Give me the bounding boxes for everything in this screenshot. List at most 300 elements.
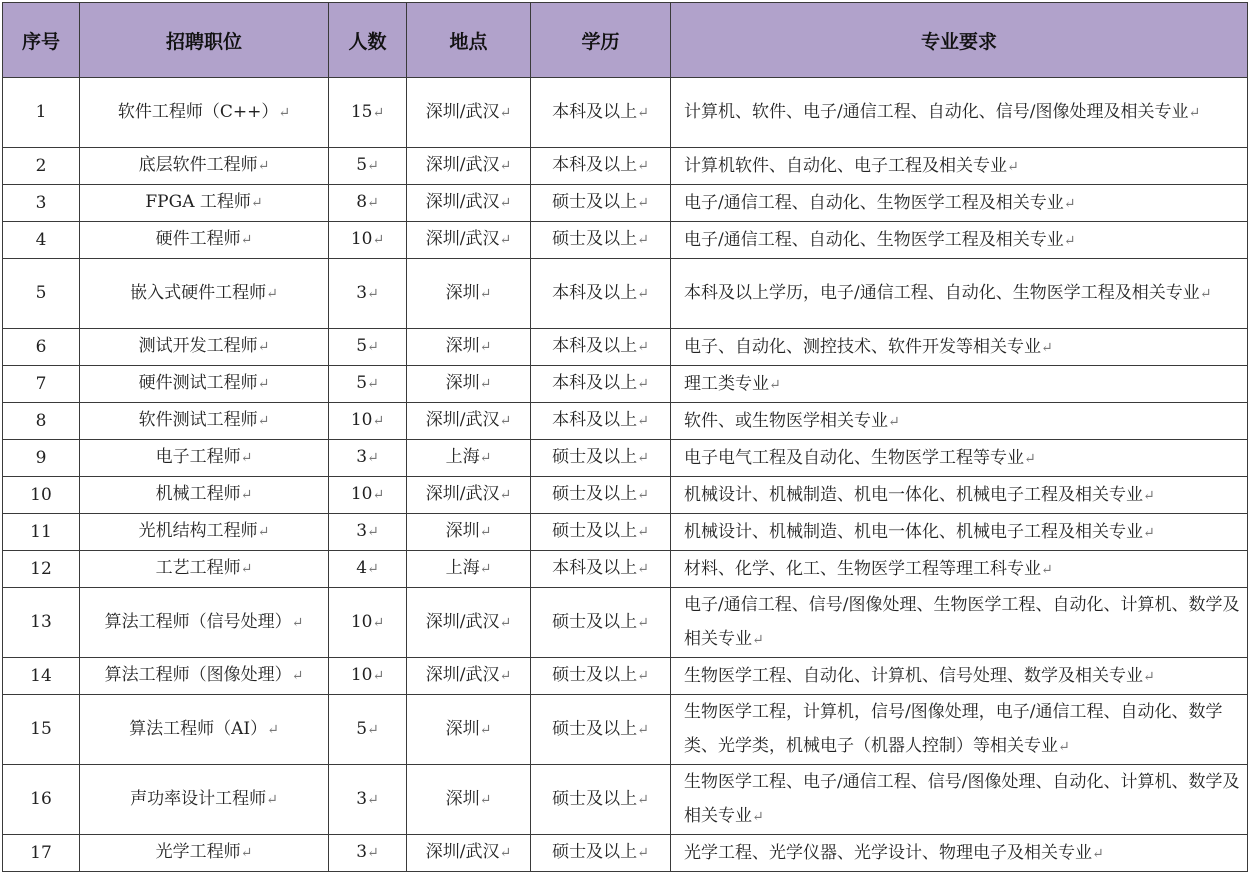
cell-education: [531, 185, 671, 222]
paragraph-mark-icon: ↵: [888, 413, 900, 430]
cell-major-text: 软件、或生物医学相关专业: [684, 410, 888, 431]
cell-major-text: 生物医学工程、自动化、计算机、信号处理、数学及相关专业: [684, 665, 1143, 686]
cell-location: [407, 222, 531, 259]
cell-position: [80, 329, 329, 366]
cell-count: [329, 765, 407, 835]
cell-no-text: 9: [35, 447, 47, 468]
cell-education: [531, 222, 671, 259]
paragraph-mark-icon: ↵: [1063, 195, 1076, 212]
cell-major: [671, 588, 1248, 658]
cell-no-text: 16: [30, 789, 52, 809]
paragraph-mark-icon: ↵: [479, 376, 492, 392]
cell-count: [329, 148, 407, 185]
recruitment-table: [2, 2, 1248, 872]
cell-major: [671, 835, 1248, 872]
paragraph-mark-icon: ↵: [499, 668, 512, 684]
cell-major: [671, 185, 1248, 222]
paragraph-mark-icon: ↵: [257, 158, 270, 174]
cell-education: [531, 835, 671, 872]
cell-count-text: 5: [356, 718, 368, 739]
cell-position: [80, 185, 329, 222]
paragraph-mark-icon: ↵: [266, 791, 278, 808]
cell-position: [80, 403, 329, 440]
cell-count-text: 3: [356, 447, 368, 467]
paragraph-mark-icon: ↵: [637, 561, 649, 577]
cell-major: [671, 551, 1248, 588]
cell-position-text: 嵌入式硬件工程师: [130, 282, 267, 303]
cell-position: [80, 222, 329, 259]
cell-major-text: 电子/通信工程、自动化、生物医学工程及相关专业: [684, 192, 1064, 213]
cell-education: [531, 148, 671, 185]
cell-major-text: 机械设计、机械制造、机电一体化、机械电子工程及相关专业: [684, 521, 1143, 542]
cell-count-text: 10: [350, 665, 373, 685]
header-major: 专业要求: [671, 3, 1248, 78]
cell-position: [80, 835, 329, 872]
cell-location-text: 深圳: [445, 336, 480, 356]
cell-position-text: 光学工程师: [155, 842, 241, 862]
cell-education-text: 硕士及以上: [552, 718, 638, 739]
table-row: [3, 148, 1248, 185]
header-education: 学历: [531, 3, 671, 78]
cell-position: [80, 695, 329, 765]
cell-education-text: 本科及以上: [552, 410, 638, 430]
cell-education-text: 本科及以上: [552, 336, 638, 356]
cell-count-text: 5: [356, 336, 368, 356]
cell-count: [329, 551, 407, 588]
paragraph-mark-icon: ↵: [479, 791, 492, 808]
cell-location-text: 深圳/武汉: [425, 410, 500, 430]
paragraph-mark-icon: ↵: [257, 413, 270, 429]
paragraph-mark-icon: ↵: [257, 524, 270, 540]
paragraph-mark-icon: ↵: [752, 632, 764, 648]
cell-education-text: 硕士及以上: [552, 665, 638, 685]
paragraph-mark-icon: ↵: [1143, 487, 1155, 504]
table-row: [3, 329, 1248, 366]
cell-no-text: 11: [30, 521, 52, 542]
cell-count: [329, 588, 407, 658]
paragraph-mark-icon: ↵: [637, 450, 649, 466]
cell-position-text: 底层软件工程师: [138, 155, 258, 175]
cell-count: [329, 403, 407, 440]
paragraph-mark-icon: ↵: [372, 487, 385, 503]
cell-position-text: 算法工程师（信号处理）: [104, 611, 292, 632]
cell-education: [531, 440, 671, 477]
cell-major: [671, 148, 1248, 185]
cell-no: [3, 765, 80, 835]
cell-position-text: 测试开发工程师: [138, 336, 258, 356]
paragraph-mark-icon: ↵: [257, 376, 270, 392]
cell-no: [3, 259, 80, 329]
cell-location: [407, 403, 531, 440]
cell-major: [671, 366, 1248, 403]
cell-no-text: 4: [35, 229, 47, 250]
cell-position-text: 软件测试工程师: [138, 410, 258, 430]
paragraph-mark-icon: ↵: [499, 413, 512, 429]
table-row: [3, 514, 1248, 551]
cell-major: [671, 403, 1248, 440]
cell-location: [407, 658, 531, 695]
paragraph-mark-icon: ↵: [637, 195, 649, 211]
paragraph-mark-icon: ↵: [637, 845, 649, 861]
cell-major-text: 电子电气工程及自动化、生物医学工程等专业: [684, 447, 1024, 468]
table-body: [3, 78, 1248, 872]
cell-count-text: 15: [350, 101, 373, 122]
cell-no-text: 1: [35, 102, 47, 122]
cell-no-text: 3: [35, 192, 47, 213]
cell-no-text: 10: [30, 484, 52, 505]
cell-major: [671, 658, 1248, 695]
cell-no: [3, 148, 80, 185]
cell-no: [3, 78, 80, 148]
cell-location: [407, 551, 531, 588]
paragraph-mark-icon: ↵: [1058, 739, 1070, 755]
paragraph-mark-icon: ↵: [637, 339, 649, 355]
cell-count-text: 10: [350, 229, 373, 249]
cell-count: [329, 658, 407, 695]
cell-location-text: 深圳/武汉: [425, 665, 500, 685]
cell-location-text: 深圳/武汉: [425, 842, 500, 862]
table-row: [3, 185, 1248, 222]
cell-count-text: 10: [350, 484, 373, 504]
paragraph-mark-icon: ↵: [637, 285, 649, 302]
cell-location-text: 深圳/武汉: [425, 192, 500, 212]
paragraph-mark-icon: ↵: [372, 232, 385, 248]
cell-major-text: 电子/通信工程、自动化、生物医学工程及相关专业: [684, 229, 1064, 250]
cell-location-text: 深圳: [445, 788, 480, 809]
cell-major: [671, 695, 1248, 765]
cell-position-text: 算法工程师（AI）: [129, 718, 268, 739]
cell-major: [671, 259, 1248, 329]
paragraph-mark-icon: ↵: [372, 104, 385, 121]
cell-no-text: 2: [35, 155, 47, 176]
cell-count-text: 3: [356, 521, 368, 541]
paragraph-mark-icon: ↵: [372, 413, 385, 429]
cell-position-text: 电子工程师: [155, 447, 241, 467]
cell-education-text: 本科及以上: [552, 155, 638, 175]
paragraph-mark-icon: ↵: [266, 285, 278, 302]
paragraph-mark-icon: ↵: [367, 285, 379, 302]
cell-education: [531, 403, 671, 440]
cell-no-text: 12: [30, 558, 52, 579]
header-no: 序号: [3, 3, 80, 78]
paragraph-mark-icon: ↵: [769, 376, 781, 393]
cell-major: [671, 440, 1248, 477]
paragraph-mark-icon: ↵: [499, 845, 512, 861]
cell-no: [3, 185, 80, 222]
cell-education: [531, 588, 671, 658]
cell-no-text: 8: [35, 410, 47, 431]
cell-education-text: 硕士及以上: [552, 788, 638, 809]
header-position: 招聘职位: [80, 3, 329, 78]
cell-position-text: 光机结构工程师: [138, 521, 258, 541]
cell-no: [3, 695, 80, 765]
paragraph-mark-icon: ↵: [637, 524, 649, 540]
table-row: [3, 222, 1248, 259]
cell-position: [80, 366, 329, 403]
cell-count: [329, 835, 407, 872]
cell-position: [80, 765, 329, 835]
cell-count-text: 5: [356, 373, 368, 393]
cell-position-text: 声功率设计工程师: [130, 788, 267, 809]
paragraph-mark-icon: ↵: [637, 232, 649, 248]
paragraph-mark-icon: ↵: [1143, 668, 1155, 685]
paragraph-mark-icon: ↵: [499, 195, 512, 211]
cell-education-text: 硕士及以上: [552, 229, 638, 249]
paragraph-mark-icon: ↵: [637, 158, 649, 174]
cell-count-text: 10: [350, 611, 373, 632]
cell-count-text: 5: [356, 155, 368, 175]
paragraph-mark-icon: ↵: [637, 376, 649, 392]
paragraph-mark-icon: ↵: [367, 791, 379, 808]
paragraph-mark-icon: ↵: [367, 339, 379, 355]
paragraph-mark-icon: ↵: [240, 487, 253, 503]
cell-major-text: 机械设计、机械制造、机电一体化、机械电子工程及相关专业: [684, 484, 1143, 505]
cell-education: [531, 329, 671, 366]
paragraph-mark-icon: ↵: [637, 721, 649, 738]
cell-no: [3, 514, 80, 551]
cell-count-text: 3: [356, 282, 368, 303]
paragraph-mark-icon: ↵: [240, 561, 253, 577]
cell-no-text: 6: [35, 336, 47, 357]
paragraph-mark-icon: ↵: [499, 487, 512, 503]
table-row: [3, 78, 1248, 148]
cell-no-text: 15: [30, 719, 52, 739]
paragraph-mark-icon: ↵: [367, 376, 379, 392]
cell-location-text: 深圳: [445, 718, 480, 739]
cell-education-text: 本科及以上: [552, 101, 638, 122]
cell-location: [407, 588, 531, 658]
table-row: [3, 695, 1248, 765]
cell-no-text: 13: [30, 612, 52, 632]
paragraph-mark-icon: ↵: [1041, 561, 1053, 578]
paragraph-mark-icon: ↵: [499, 232, 512, 248]
paragraph-mark-icon: ↵: [367, 721, 379, 738]
cell-major: [671, 514, 1248, 551]
cell-no: [3, 658, 80, 695]
header-count: 人数: [329, 3, 407, 78]
cell-major-text: 计算机软件、自动化、电子工程及相关专业: [684, 155, 1007, 176]
paragraph-mark-icon: ↵: [499, 104, 512, 121]
cell-no-text: 14: [30, 665, 52, 686]
cell-no-text: 7: [35, 373, 47, 394]
table-row: [3, 259, 1248, 329]
cell-major-text: 材料、化学、化工、生物医学工程等理工科专业: [684, 558, 1041, 579]
paragraph-mark-icon: ↵: [257, 339, 270, 355]
paragraph-mark-icon: ↵: [1092, 845, 1104, 862]
table-row: [3, 588, 1248, 658]
paragraph-mark-icon: ↵: [479, 561, 492, 577]
cell-no: [3, 835, 80, 872]
cell-education: [531, 551, 671, 588]
cell-education: [531, 78, 671, 148]
cell-count-text: 4: [356, 558, 368, 578]
paragraph-mark-icon: ↵: [367, 561, 379, 577]
table-header-row: [3, 3, 1248, 78]
cell-count: [329, 514, 407, 551]
cell-count: [329, 366, 407, 403]
paragraph-mark-icon: ↵: [637, 791, 649, 808]
paragraph-mark-icon: ↵: [367, 524, 379, 540]
paragraph-mark-icon: ↵: [250, 195, 263, 211]
cell-position: [80, 551, 329, 588]
cell-location-text: 深圳/武汉: [425, 101, 500, 122]
paragraph-mark-icon: ↵: [291, 668, 304, 684]
cell-major: [671, 329, 1248, 366]
cell-education: [531, 695, 671, 765]
cell-count-text: 3: [356, 788, 368, 809]
cell-location: [407, 514, 531, 551]
paragraph-mark-icon: ↵: [267, 721, 279, 738]
cell-education: [531, 514, 671, 551]
cell-count: [329, 695, 407, 765]
cell-no-text: 17: [30, 842, 52, 863]
cell-location: [407, 259, 531, 329]
table-row: [3, 440, 1248, 477]
cell-major-text: 电子、自动化、测控技术、软件开发等相关专业: [684, 336, 1041, 357]
paragraph-mark-icon: ↵: [479, 721, 492, 738]
cell-location: [407, 765, 531, 835]
cell-major: [671, 222, 1248, 259]
cell-position-text: 机械工程师: [155, 484, 241, 504]
cell-major-text: 生物医学工程，计算机，信号/图像处理，电子/通信工程、自动化、数学类、光学类，机械电子（机器人控制）等相关专业: [684, 702, 1223, 756]
paragraph-mark-icon: ↵: [240, 845, 253, 861]
cell-position: [80, 658, 329, 695]
cell-education: [531, 259, 671, 329]
cell-position-text: 硬件测试工程师: [138, 373, 258, 393]
cell-location-text: 深圳: [445, 282, 480, 303]
cell-no: [3, 551, 80, 588]
paragraph-mark-icon: ↵: [291, 614, 304, 631]
paragraph-mark-icon: ↵: [1143, 524, 1155, 541]
table-row: [3, 403, 1248, 440]
cell-position-text: 硬件工程师: [155, 229, 241, 249]
cell-position: [80, 440, 329, 477]
cell-position-text: 算法工程师（图像处理）: [104, 665, 292, 685]
cell-count: [329, 78, 407, 148]
cell-education-text: 本科及以上: [552, 282, 638, 303]
paragraph-mark-icon: ↵: [1007, 158, 1019, 175]
cell-education-text: 硕士及以上: [552, 842, 638, 862]
cell-no: [3, 366, 80, 403]
paragraph-mark-icon: ↵: [637, 104, 649, 121]
cell-position: [80, 514, 329, 551]
cell-location: [407, 366, 531, 403]
cell-location-text: 深圳/武汉: [425, 229, 500, 249]
cell-location: [407, 148, 531, 185]
cell-position-text: 工艺工程师: [155, 558, 241, 578]
cell-count: [329, 477, 407, 514]
cell-education-text: 硕士及以上: [552, 521, 638, 541]
paragraph-mark-icon: ↵: [240, 450, 253, 466]
cell-count: [329, 329, 407, 366]
paragraph-mark-icon: ↵: [479, 339, 492, 355]
cell-major-text: 理工类专业: [684, 373, 769, 394]
cell-location-text: 深圳: [445, 521, 480, 541]
cell-location-text: 深圳/武汉: [425, 611, 500, 632]
cell-position-text: 软件工程师（C++）: [117, 101, 279, 122]
table-row: [3, 835, 1248, 872]
cell-position-text: FPGA 工程师: [145, 192, 251, 212]
cell-count: [329, 222, 407, 259]
cell-major-text: 本科及以上学历，电子/通信工程、自动化、生物医学工程及相关专业: [684, 283, 1200, 303]
paragraph-mark-icon: ↵: [499, 614, 512, 631]
paragraph-mark-icon: ↵: [278, 104, 291, 121]
paragraph-mark-icon: ↵: [1063, 232, 1076, 249]
cell-education: [531, 765, 671, 835]
cell-location: [407, 835, 531, 872]
cell-education-text: 本科及以上: [552, 373, 638, 393]
cell-no: [3, 477, 80, 514]
paragraph-mark-icon: ↵: [240, 232, 253, 248]
cell-education: [531, 658, 671, 695]
table-row: [3, 765, 1248, 835]
paragraph-mark-icon: ↵: [637, 413, 649, 429]
cell-location: [407, 477, 531, 514]
paragraph-mark-icon: ↵: [372, 614, 385, 631]
cell-major-text: 电子/通信工程、信号/图像处理、生物医学工程、自动化、计算机、数学及相关专业: [684, 595, 1240, 649]
paragraph-mark-icon: ↵: [367, 450, 379, 466]
table-row: [3, 366, 1248, 403]
cell-education-text: 硕士及以上: [552, 447, 638, 467]
cell-location: [407, 440, 531, 477]
paragraph-mark-icon: ↵: [1199, 286, 1212, 302]
cell-no: [3, 222, 80, 259]
paragraph-mark-icon: ↵: [1024, 450, 1036, 467]
cell-education: [531, 477, 671, 514]
cell-location-text: 上海: [445, 558, 480, 578]
cell-count: [329, 185, 407, 222]
cell-count-text: 3: [356, 842, 368, 862]
paragraph-mark-icon: ↵: [367, 158, 379, 174]
paragraph-mark-icon: ↵: [637, 487, 649, 503]
cell-education-text: 硕士及以上: [552, 484, 638, 504]
paragraph-mark-icon: ↵: [1188, 105, 1201, 121]
table-row: [3, 477, 1248, 514]
header-location: 地点: [407, 3, 531, 78]
cell-education: [531, 366, 671, 403]
paragraph-mark-icon: ↵: [479, 450, 492, 466]
cell-count-text: 8: [356, 192, 368, 212]
paragraph-mark-icon: ↵: [479, 285, 492, 302]
paragraph-mark-icon: ↵: [479, 524, 492, 540]
cell-major-text: 计算机、软件、电子/通信工程、自动化、信号/图像处理及相关专业: [684, 102, 1189, 122]
paragraph-mark-icon: ↵: [499, 158, 512, 174]
cell-location-text: 深圳: [445, 373, 480, 393]
cell-position: [80, 588, 329, 658]
cell-education-text: 硕士及以上: [552, 611, 638, 632]
paragraph-mark-icon: ↵: [367, 845, 379, 861]
cell-location-text: 深圳/武汉: [425, 484, 500, 504]
cell-location: [407, 185, 531, 222]
cell-position: [80, 148, 329, 185]
paragraph-mark-icon: ↵: [637, 668, 649, 684]
cell-major: [671, 78, 1248, 148]
paragraph-mark-icon: ↵: [752, 809, 764, 825]
table-row: [3, 658, 1248, 695]
cell-major: [671, 765, 1248, 835]
paragraph-mark-icon: ↵: [637, 614, 649, 631]
cell-position: [80, 259, 329, 329]
cell-education-text: 硕士及以上: [552, 192, 638, 212]
cell-count: [329, 259, 407, 329]
cell-education-text: 本科及以上: [552, 558, 638, 578]
cell-location: [407, 695, 531, 765]
cell-no: [3, 403, 80, 440]
cell-count: [329, 440, 407, 477]
cell-no-text: 5: [35, 283, 47, 303]
cell-location: [407, 329, 531, 366]
cell-count-text: 10: [350, 410, 373, 430]
